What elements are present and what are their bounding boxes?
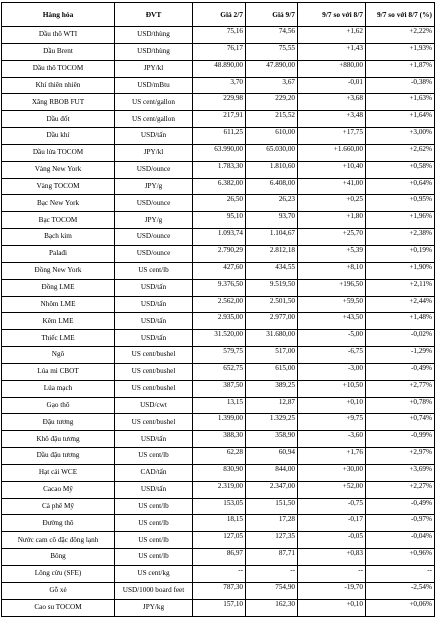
unit-cell: US cent/bushel <box>115 380 193 397</box>
unit-cell: USD/tấn <box>115 296 193 313</box>
price-2-7-cell: 652,75 <box>193 363 246 380</box>
price-2-7-cell: 2.935,00 <box>193 313 246 330</box>
commodity-cell: Cacao Mỹ <box>2 481 115 498</box>
price-2-7-cell: 787,30 <box>193 582 246 599</box>
price-2-7-cell: 75,16 <box>193 27 246 44</box>
change-pct-cell: +0,19% <box>366 245 435 262</box>
unit-cell: USD/tấn <box>115 330 193 347</box>
unit-cell: USD/mBtu <box>115 77 193 94</box>
price-2-7-cell: 217,91 <box>193 111 246 128</box>
table-row <box>2 296 435 313</box>
table-row <box>2 431 435 448</box>
price-2-7-cell: 13,15 <box>193 397 246 414</box>
table-row <box>2 330 435 347</box>
table-row <box>2 161 435 178</box>
commodity-cell: Vàng New York <box>2 161 115 178</box>
change-pct-cell: +1,63% <box>366 94 435 111</box>
commodity-cell: Cà phê Mỹ <box>2 498 115 515</box>
change-pct-cell: +0,96% <box>366 549 435 566</box>
change-cell: -- <box>298 566 366 583</box>
price-2-7-cell: 2.319,00 <box>193 481 246 498</box>
table-row <box>2 566 435 583</box>
price-9-7-cell: 610,00 <box>246 128 298 145</box>
change-pct-cell: -0,99% <box>366 431 435 448</box>
table-row <box>2 195 435 212</box>
table-row <box>2 212 435 229</box>
price-2-7-cell: 157,10 <box>193 599 246 616</box>
change-pct-cell: -0,49% <box>366 363 435 380</box>
commodity-cell: Thiếc LME <box>2 330 115 347</box>
price-2-7-cell: 26,50 <box>193 195 246 212</box>
unit-cell: USD/1000 board feet <box>115 582 193 599</box>
commodity-cell: Cao su TOCOM <box>2 599 115 616</box>
change-cell: +196,50 <box>298 279 366 296</box>
commodity-cell: Đồng New York <box>2 262 115 279</box>
table-row <box>2 414 435 431</box>
price-2-7-cell: 1.399,00 <box>193 414 246 431</box>
price-2-7-cell: 388,30 <box>193 431 246 448</box>
commodity-cell: Bạch kim <box>2 229 115 246</box>
unit-cell: US cent/gallon <box>115 111 193 128</box>
price-9-7-cell: 6.408,00 <box>246 178 298 195</box>
change-pct-cell: +0,95% <box>366 195 435 212</box>
price-9-7-cell: 74,56 <box>246 27 298 44</box>
price-9-7-cell: 87,71 <box>246 549 298 566</box>
change-pct-cell: -- <box>366 566 435 583</box>
table-row <box>2 347 435 364</box>
table-row <box>2 313 435 330</box>
change-pct-cell: +1,93% <box>366 43 435 60</box>
commodity-cell: Dầu thô WTI <box>2 27 115 44</box>
table-row <box>2 27 435 44</box>
price-2-7-cell: -- <box>193 566 246 583</box>
unit-cell: US cent/bushel <box>115 414 193 431</box>
commodity-cell: Gạo thô <box>2 397 115 414</box>
commodity-cell: Lông cừu (SFE) <box>2 566 115 583</box>
change-cell: +43,50 <box>298 313 366 330</box>
unit-cell: JPY/kl <box>115 144 193 161</box>
change-pct-cell: +2,62% <box>366 144 435 161</box>
commodity-cell: Khí thiên nhiên <box>2 77 115 94</box>
price-2-7-cell: 95,10 <box>193 212 246 229</box>
header-unit: ĐVT <box>115 3 193 27</box>
table-row <box>2 515 435 532</box>
commodity-cell: Đường thô <box>2 515 115 532</box>
change-cell: +1,62 <box>298 27 366 44</box>
commodity-cell: Bạc New York <box>2 195 115 212</box>
commodity-cell: Đậu tương <box>2 414 115 431</box>
unit-cell: USD/tấn <box>115 481 193 498</box>
unit-cell: USD/ounce <box>115 195 193 212</box>
change-pct-cell: +3,00% <box>366 128 435 145</box>
change-pct-cell: +1,48% <box>366 313 435 330</box>
change-cell: +3,48 <box>298 111 366 128</box>
change-cell: +5,39 <box>298 245 366 262</box>
price-9-7-cell: 127,35 <box>246 532 298 549</box>
price-9-7-cell: 434,55 <box>246 262 298 279</box>
unit-cell: JPY/g <box>115 212 193 229</box>
price-2-7-cell: 31.520,00 <box>193 330 246 347</box>
change-cell: +0,25 <box>298 195 366 212</box>
price-9-7-cell: -- <box>246 566 298 583</box>
price-9-7-cell: 2.977,00 <box>246 313 298 330</box>
price-2-7-cell: 127,05 <box>193 532 246 549</box>
change-cell: +52,00 <box>298 481 366 498</box>
change-pct-cell: -0,02% <box>366 330 435 347</box>
unit-cell: USD/tấn <box>115 431 193 448</box>
unit-cell: USD/tấn <box>115 279 193 296</box>
commodity-cell: Lúa mạch <box>2 380 115 397</box>
unit-cell: US cent/bushel <box>115 347 193 364</box>
unit-cell: USD/tấn <box>115 313 193 330</box>
commodity-cell: Hạt cải WCE <box>2 464 115 481</box>
price-9-7-cell: 615,00 <box>246 363 298 380</box>
change-cell: +41,00 <box>298 178 366 195</box>
change-cell: +3,68 <box>298 94 366 111</box>
price-2-7-cell: 3,70 <box>193 77 246 94</box>
commodity-cell: Dầu Brent <box>2 43 115 60</box>
change-pct-cell: +3,69% <box>366 464 435 481</box>
change-cell: +10,40 <box>298 161 366 178</box>
header-price-2-7: Giá 2/7 <box>193 3 246 27</box>
unit-cell: JPY/kg <box>115 599 193 616</box>
price-2-7-cell: 1.093,74 <box>193 229 246 246</box>
change-pct-cell: +2,22% <box>366 27 435 44</box>
price-9-7-cell: 9.519,50 <box>246 279 298 296</box>
commodity-cell: Bạc TOCOM <box>2 212 115 229</box>
change-cell: +9,75 <box>298 414 366 431</box>
change-pct-cell: +1,64% <box>366 111 435 128</box>
price-9-7-cell: 517,00 <box>246 347 298 364</box>
unit-cell: US cent/lb <box>115 515 193 532</box>
unit-cell: USD/tấn <box>115 128 193 145</box>
table-row <box>2 77 435 94</box>
change-cell: +1,80 <box>298 212 366 229</box>
table-row <box>2 532 435 549</box>
table-row <box>2 144 435 161</box>
price-2-7-cell: 2.562,00 <box>193 296 246 313</box>
change-cell: +1,43 <box>298 43 366 60</box>
change-pct-cell: +0,64% <box>366 178 435 195</box>
table-row <box>2 363 435 380</box>
price-9-7-cell: 3,67 <box>246 77 298 94</box>
unit-cell: US cent/lb <box>115 448 193 465</box>
table-row <box>2 279 435 296</box>
change-cell: -19,70 <box>298 582 366 599</box>
unit-cell: USD/ounce <box>115 161 193 178</box>
price-2-7-cell: 387,50 <box>193 380 246 397</box>
table-row <box>2 549 435 566</box>
table-row <box>2 448 435 465</box>
table-row <box>2 245 435 262</box>
commodity-cell: Dầu khí <box>2 128 115 145</box>
table-row <box>2 498 435 515</box>
table-row <box>2 380 435 397</box>
price-2-7-cell: 153,05 <box>193 498 246 515</box>
commodity-cell: Gỗ xẻ <box>2 582 115 599</box>
price-2-7-cell: 1.783,30 <box>193 161 246 178</box>
unit-cell: US cent/lb <box>115 498 193 515</box>
change-cell: +25,70 <box>298 229 366 246</box>
unit-cell: USD/ounce <box>115 229 193 246</box>
change-pct-cell: -0,97% <box>366 515 435 532</box>
commodity-cell: Dầu lửa TOCOM <box>2 144 115 161</box>
price-9-7-cell: 2.347,00 <box>246 481 298 498</box>
table-body <box>2 27 435 617</box>
change-cell: +0,10 <box>298 599 366 616</box>
price-2-7-cell: 9.376,50 <box>193 279 246 296</box>
price-9-7-cell: 26,23 <box>246 195 298 212</box>
commodity-price-table <box>1 2 435 617</box>
unit-cell: USD/cwt <box>115 397 193 414</box>
table-row <box>2 481 435 498</box>
change-cell: -0,01 <box>298 77 366 94</box>
change-cell: +30,00 <box>298 464 366 481</box>
commodity-cell: Palađi <box>2 245 115 262</box>
table-row <box>2 397 435 414</box>
change-pct-cell: -0,04% <box>366 532 435 549</box>
price-9-7-cell: 754,90 <box>246 582 298 599</box>
price-9-7-cell: 12,87 <box>246 397 298 414</box>
table-row <box>2 128 435 145</box>
unit-cell: US cent/bushel <box>115 363 193 380</box>
unit-cell: USD/thùng <box>115 27 193 44</box>
price-9-7-cell: 65.030,00 <box>246 144 298 161</box>
price-2-7-cell: 6.382,00 <box>193 178 246 195</box>
header-change: 9/7 so với 8/7 <box>298 3 366 27</box>
change-pct-cell: -0,38% <box>366 77 435 94</box>
price-2-7-cell: 427,60 <box>193 262 246 279</box>
header-row <box>2 3 435 27</box>
commodity-cell: Dầu đốt <box>2 111 115 128</box>
commodity-cell: Ngô <box>2 347 115 364</box>
table-row <box>2 229 435 246</box>
commodity-cell: Nước cam cô đặc đông lạnh <box>2 532 115 549</box>
price-9-7-cell: 93,70 <box>246 212 298 229</box>
change-cell: -5,00 <box>298 330 366 347</box>
change-pct-cell: +2,27% <box>366 481 435 498</box>
change-pct-cell: +0,78% <box>366 397 435 414</box>
change-cell: +17,75 <box>298 128 366 145</box>
change-cell: +1.660,00 <box>298 144 366 161</box>
price-9-7-cell: 162,30 <box>246 599 298 616</box>
commodity-cell: Vàng TOCOM <box>2 178 115 195</box>
unit-cell: USD/ounce <box>115 245 193 262</box>
price-9-7-cell: 1.104,67 <box>246 229 298 246</box>
unit-cell: JPY/g <box>115 178 193 195</box>
change-pct-cell: +2,77% <box>366 380 435 397</box>
change-pct-cell: +0,58% <box>366 161 435 178</box>
price-2-7-cell: 611,25 <box>193 128 246 145</box>
commodity-cell: Dầu đậu tương <box>2 448 115 465</box>
change-cell: -3,60 <box>298 431 366 448</box>
commodity-cell: Kẽm LME <box>2 313 115 330</box>
table-row <box>2 94 435 111</box>
change-pct-cell: +0,74% <box>366 414 435 431</box>
unit-cell: US cent/gallon <box>115 94 193 111</box>
price-9-7-cell: 75,55 <box>246 43 298 60</box>
change-pct-cell: +2,44% <box>366 296 435 313</box>
change-pct-cell: -1,29% <box>366 347 435 364</box>
unit-cell: US cent/kg <box>115 566 193 583</box>
table-row <box>2 599 435 616</box>
price-2-7-cell: 229,98 <box>193 94 246 111</box>
change-cell: +0,10 <box>298 397 366 414</box>
table-row <box>2 464 435 481</box>
price-9-7-cell: 358,90 <box>246 431 298 448</box>
price-9-7-cell: 2.812,18 <box>246 245 298 262</box>
unit-cell: US cent/lb <box>115 549 193 566</box>
commodity-cell: Lúa mì CBOT <box>2 363 115 380</box>
change-pct-cell: -2,54% <box>366 582 435 599</box>
price-2-7-cell: 63.990,00 <box>193 144 246 161</box>
price-2-7-cell: 18,15 <box>193 515 246 532</box>
price-9-7-cell: 2.501,50 <box>246 296 298 313</box>
price-9-7-cell: 844,00 <box>246 464 298 481</box>
commodity-cell: Bông <box>2 549 115 566</box>
table-row <box>2 111 435 128</box>
price-9-7-cell: 1.329,25 <box>246 414 298 431</box>
unit-cell: USD/thùng <box>115 43 193 60</box>
change-cell: +880,00 <box>298 60 366 77</box>
change-cell: +1,76 <box>298 448 366 465</box>
price-9-7-cell: 389,25 <box>246 380 298 397</box>
header-price-9-7: Giá 9/7 <box>246 3 298 27</box>
price-2-7-cell: 86,97 <box>193 549 246 566</box>
change-pct-cell: +1,96% <box>366 212 435 229</box>
change-pct-cell: +0,06% <box>366 599 435 616</box>
change-cell: +59,50 <box>298 296 366 313</box>
change-pct-cell: +1,87% <box>366 60 435 77</box>
commodity-cell: Khô đậu tương <box>2 431 115 448</box>
change-pct-cell: -0,49% <box>366 498 435 515</box>
table-row <box>2 262 435 279</box>
change-cell: -0,75 <box>298 498 366 515</box>
commodity-cell: Dầu thô TOCOM <box>2 60 115 77</box>
commodity-cell: Xăng RBOB FUT <box>2 94 115 111</box>
table-row <box>2 60 435 77</box>
change-cell: -3,00 <box>298 363 366 380</box>
change-cell: +8,10 <box>298 262 366 279</box>
commodity-cell: Nhôm LME <box>2 296 115 313</box>
unit-cell: US cent/lb <box>115 262 193 279</box>
unit-cell: JPY/kl <box>115 60 193 77</box>
price-2-7-cell: 2.790,29 <box>193 245 246 262</box>
change-cell: -0,17 <box>298 515 366 532</box>
change-pct-cell: +1,90% <box>366 262 435 279</box>
price-2-7-cell: 76,17 <box>193 43 246 60</box>
change-pct-cell: +2,11% <box>366 279 435 296</box>
price-9-7-cell: 151,50 <box>246 498 298 515</box>
unit-cell: US cent/lb <box>115 532 193 549</box>
price-9-7-cell: 1.810,60 <box>246 161 298 178</box>
price-2-7-cell: 830,90 <box>193 464 246 481</box>
table-row <box>2 178 435 195</box>
price-9-7-cell: 47.890,00 <box>246 60 298 77</box>
change-pct-cell: +2,97% <box>366 448 435 465</box>
change-cell: +0,83 <box>298 549 366 566</box>
price-2-7-cell: 62,28 <box>193 448 246 465</box>
change-cell: +10,50 <box>298 380 366 397</box>
header-commodity: Hàng hóa <box>2 3 115 27</box>
change-cell: -6,75 <box>298 347 366 364</box>
header-change-pct: 9/7 so với 8/7 (%) <box>366 3 435 27</box>
price-2-7-cell: 579,75 <box>193 347 246 364</box>
change-cell: -0,05 <box>298 532 366 549</box>
table-row <box>2 43 435 60</box>
price-9-7-cell: 229,20 <box>246 94 298 111</box>
unit-cell: CAD/tấn <box>115 464 193 481</box>
commodity-cell: Đồng LME <box>2 279 115 296</box>
price-9-7-cell: 31.680,00 <box>246 330 298 347</box>
table-row <box>2 582 435 599</box>
change-pct-cell: +2,38% <box>366 229 435 246</box>
price-9-7-cell: 215,52 <box>246 111 298 128</box>
price-9-7-cell: 60,94 <box>246 448 298 465</box>
price-9-7-cell: 17,28 <box>246 515 298 532</box>
price-2-7-cell: 48.890,00 <box>193 60 246 77</box>
